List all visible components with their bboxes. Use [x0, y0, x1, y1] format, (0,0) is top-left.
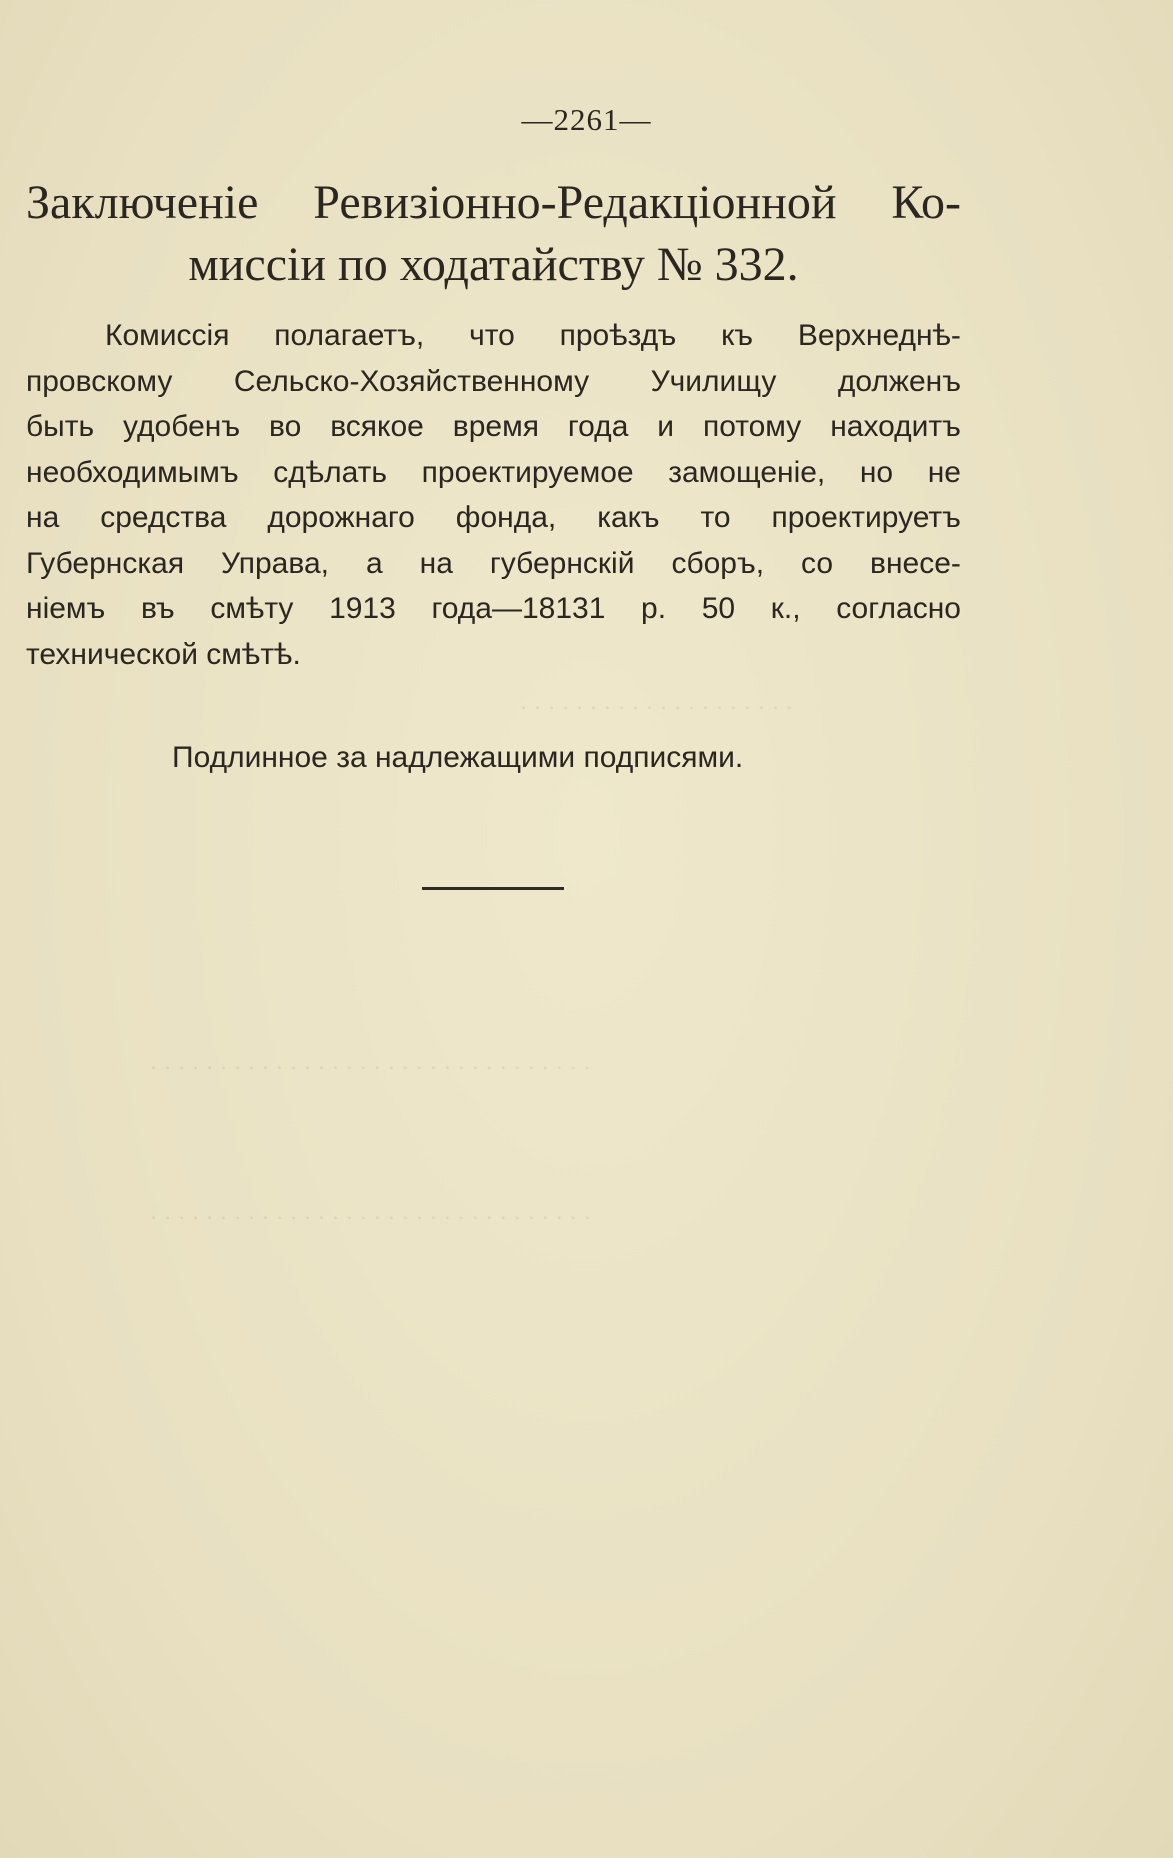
word: что — [469, 319, 515, 352]
title-line-2: миссіи по ходатайству № 332. — [188, 238, 799, 291]
word: ніемъ — [26, 592, 106, 625]
word: согласно — [836, 592, 961, 625]
paragraph-line — [26, 495, 961, 541]
word: полагаетъ, — [274, 319, 425, 352]
word: во — [268, 410, 302, 443]
word: 50 — [701, 592, 736, 625]
word: р. — [641, 592, 667, 625]
word: дорожнаго — [267, 501, 415, 534]
paragraph-line — [26, 450, 961, 496]
word: Управа, — [221, 546, 329, 580]
signature-note: Подлинное за надлежащими подписями. — [172, 741, 744, 774]
word: проектируетъ — [771, 501, 961, 534]
word: 1913 — [329, 592, 396, 625]
paragraph-line: технической смѣтѣ. — [26, 637, 301, 671]
word: года — [567, 410, 629, 443]
title-word: Ревизіонно-Редакціонной — [313, 176, 837, 229]
paragraph-line — [26, 404, 961, 450]
word: Верхнеднѣ- — [797, 319, 961, 352]
word: Сельско-Хозяйственному — [233, 364, 590, 398]
section-divider — [422, 887, 564, 890]
reverse-page-bleed-through: . . . . . . . . . . . . . . . . . . . . . . . . . . . . . . . . . . . . . . . . . . . . . . . . . . . . . . . . . . . . . . . . . . . . . . . . . . . . . . . . . . . . — [150, 690, 793, 1225]
word: сборъ, — [671, 546, 765, 580]
title-line-1 — [26, 172, 961, 234]
word: смѣту — [210, 592, 294, 625]
paragraph-line — [26, 541, 961, 587]
word: время — [452, 410, 539, 443]
word: въ — [140, 592, 175, 625]
page-number: —2261— — [521, 102, 652, 137]
word: удобенъ — [123, 410, 241, 443]
word: къ — [721, 319, 754, 352]
title-word: Ко- — [891, 176, 961, 229]
word: к., — [770, 592, 801, 625]
word: замощеніе, — [668, 455, 826, 489]
word: Комиссія — [105, 319, 230, 352]
word: сдѣлать — [273, 455, 388, 489]
paragraph-line — [26, 313, 961, 359]
word: всякое — [330, 410, 424, 443]
word: находитъ — [830, 410, 961, 443]
document-title — [26, 172, 961, 296]
word: а — [365, 546, 383, 580]
paragraph-line — [26, 586, 961, 632]
word: и — [657, 410, 675, 443]
word: какъ — [597, 501, 660, 534]
body-paragraph — [26, 313, 961, 677]
word: года—18131 — [431, 592, 606, 625]
word: но — [859, 455, 894, 489]
word: провскому — [26, 364, 173, 398]
word: на — [26, 501, 60, 534]
word: необходимымъ — [26, 455, 239, 489]
word: со — [801, 546, 834, 580]
word: проектируемое — [421, 455, 634, 489]
paragraph-line — [26, 359, 961, 405]
word: губернскій — [489, 546, 635, 580]
word: фонда, — [455, 501, 557, 534]
title-word: Заключеніе — [26, 176, 259, 229]
word: внесе- — [870, 546, 961, 580]
word: Губернская — [26, 546, 185, 580]
word: быть — [26, 410, 95, 443]
word: не — [927, 455, 961, 489]
word: долженъ — [837, 364, 961, 398]
word: потому — [702, 410, 802, 443]
word: то — [700, 501, 731, 534]
word: проѣздъ — [559, 319, 677, 352]
word: на — [419, 546, 453, 580]
word: средства — [100, 501, 227, 534]
word: Училищу — [650, 364, 777, 398]
